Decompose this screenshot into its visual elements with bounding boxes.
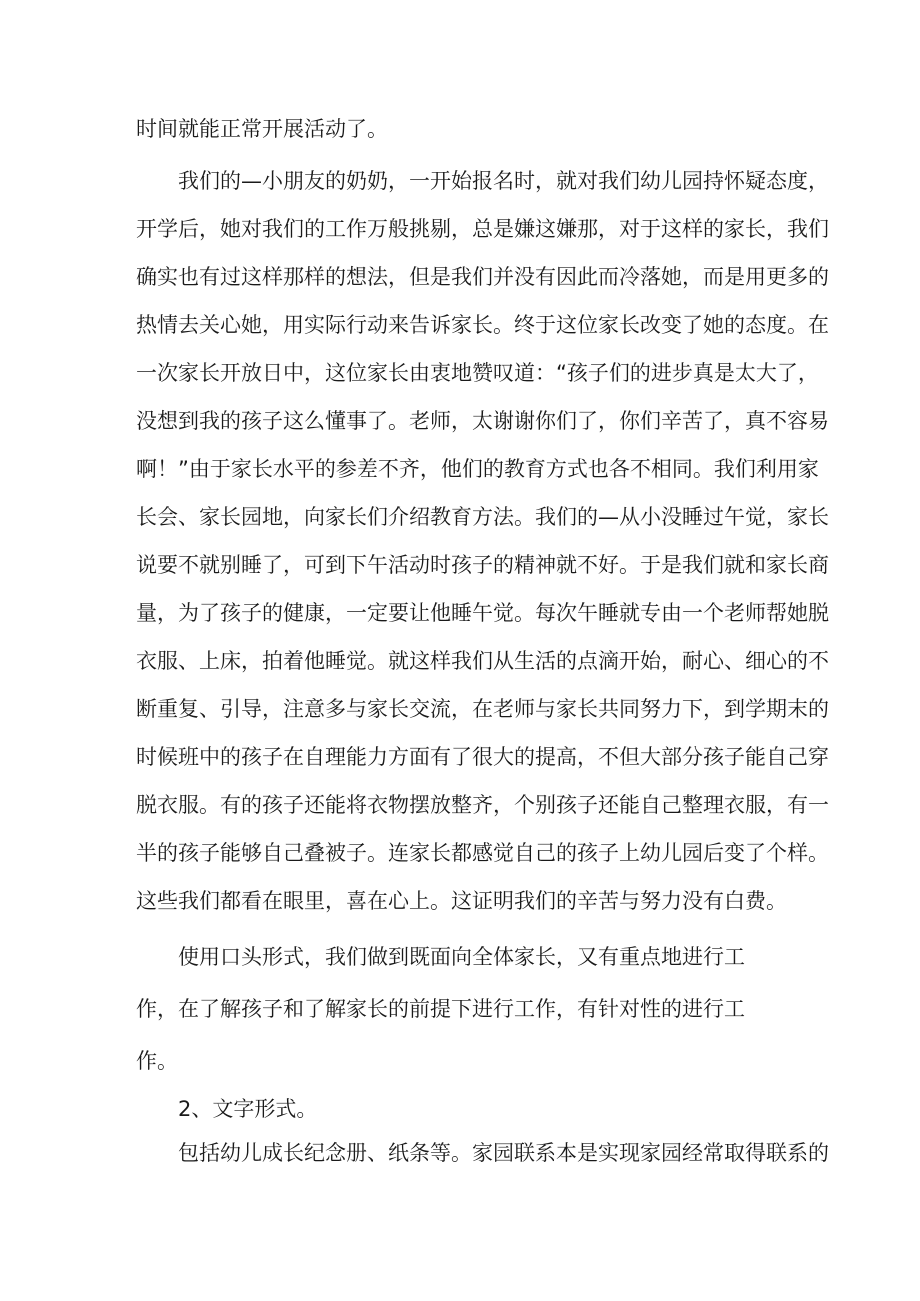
text-line: 包括幼儿成长纪念册、纸条等。家园联系本是实现家园经常取得联系的 <box>136 1141 829 1165</box>
text-line: 这些我们都看在眼里，喜在心上。这证明我们的辛苦与努力没有白费。 <box>136 889 787 913</box>
text-line: 没想到我的孩子这么懂事了。老师，太谢谢你们了，你们辛苦了，真不容易 <box>136 409 829 433</box>
text-line: 长会、家长园地，向家长们介绍教育方法。我们的—从小没睡过午觉，家长 <box>136 505 829 529</box>
text-line: 时候班中的孩子在自理能力方面有了很大的提高，不但大部分孩子能自己穿 <box>136 745 829 769</box>
text-line: 衣服、上床，拍着他睡觉。就这样我们从生活的点滴开始，耐心、细心的不 <box>136 649 829 673</box>
text-line: 啊！”由于家长水平的参差不齐，他们的教育方式也各不相同。我们利用家 <box>136 457 819 481</box>
section-heading: 2、文字形式。 <box>136 1097 318 1121</box>
text-line: 脱衣服。有的孩子还能将衣物摆放整齐，个别孩子还能自己整理衣服，有一 <box>136 793 829 817</box>
text-line: 使用口头形式，我们做到既面向全体家长，又有重点地进行工 <box>136 945 745 969</box>
text-line: 量，为了孩子的健康，一定要让他睡午觉。每次午睡就专由一个老师帮她脱 <box>136 601 829 625</box>
text-line: 断重复、引导，注意多与家长交流，在老师与家长共同努力下，到学期末的 <box>136 697 829 721</box>
text-line: 热情去关心她，用实际行动来告诉家长。终于这位家长改变了她的态度。在 <box>136 313 829 337</box>
text-line: 说要不就别睡了，可到下午活动时孩子的精神就不好。于是我们就和家长商 <box>136 553 829 577</box>
text-line: 作。 <box>136 1049 178 1073</box>
text-line: 半的孩子能够自己叠被子。连家长都感觉自己的孩子上幼儿园后变了个样。 <box>136 841 829 865</box>
text-line: 确实也有过这样那样的想法，但是我们并没有因此而冷落她，而是用更多的 <box>136 265 829 289</box>
text-line: 开学后，她对我们的工作万般挑剔，总是嫌这嫌那，对于这样的家长，我们 <box>136 217 829 241</box>
text-line: 时间就能正常开展活动了。 <box>136 117 388 141</box>
text-line: 作，在了解孩子和了解家长的前提下进行工作，有针对性的进行工 <box>136 997 745 1021</box>
text-line: 一次家长开放日中，这位家长由衷地赞叹道：“孩子们的进步真是太大了， <box>136 361 819 385</box>
text-line: 我们的—小朋友的奶奶，一开始报名时，就对我们幼儿园持怀疑态度， <box>136 169 829 193</box>
